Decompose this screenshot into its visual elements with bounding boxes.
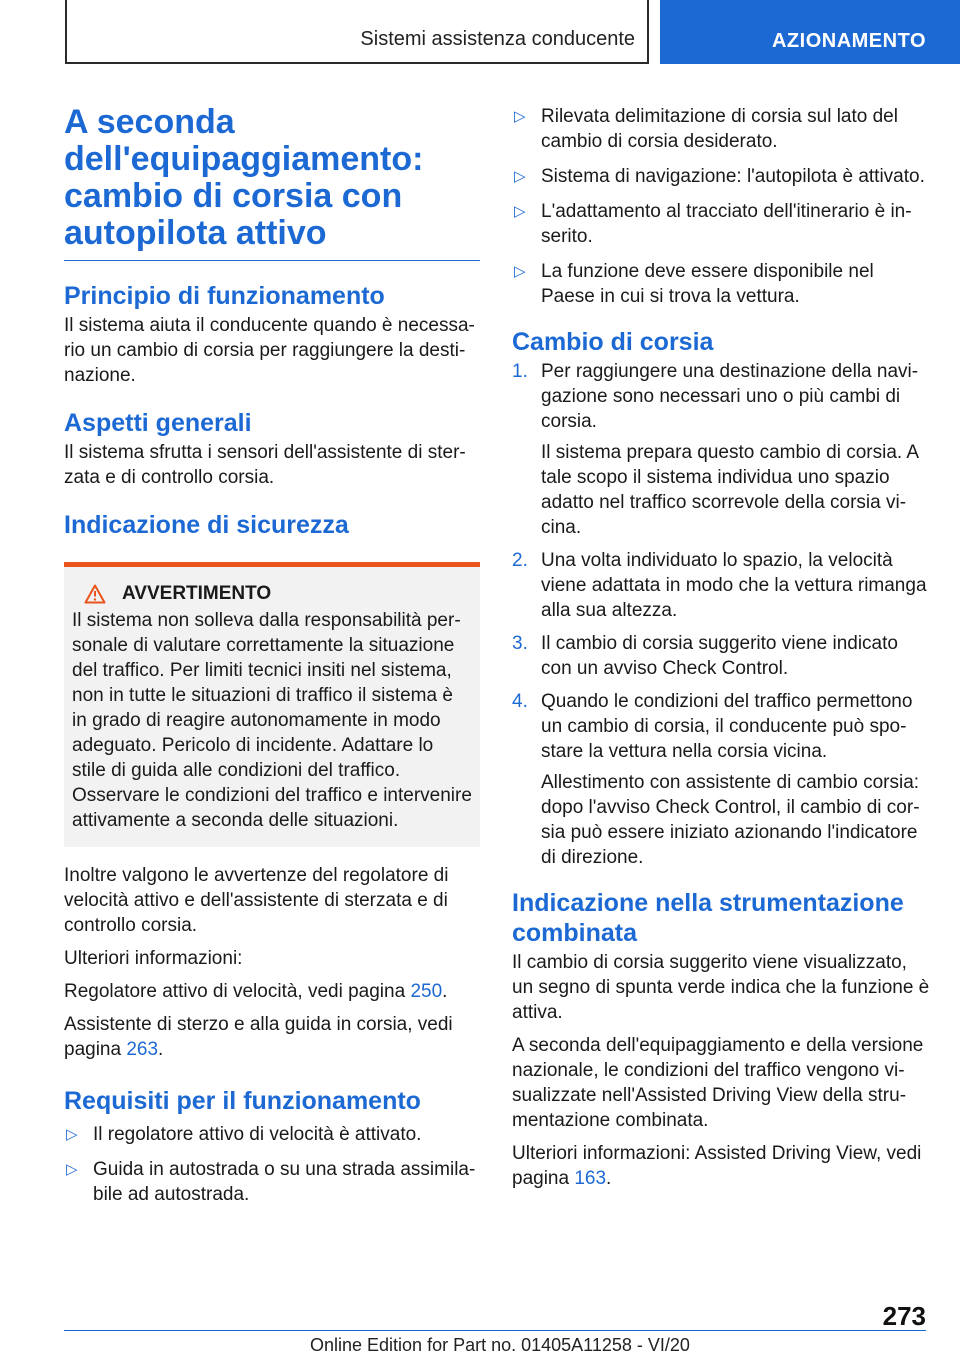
page-link-163[interactable]: 163 <box>574 1168 607 1189</box>
right-column <box>512 104 930 1199</box>
step-item: 2. Una volta individuato lo spazio, la velocità viene adattata in modo che la vettura rimanga alla sua altezza. <box>512 550 927 621</box>
principle-text: Il sistema aiuta il conducente quando è necessario un cambio di corsia per raggiungere la destinazione. <box>64 315 475 386</box>
header-chapter-title: AZIONAMENTO <box>771 30 926 52</box>
page-link-263[interactable]: 263 <box>126 1039 159 1060</box>
lane-change-heading: Cambio di corsia <box>512 328 714 356</box>
reference-cruise-control: Regolatore attivo di velocità, vedi pagina 250. <box>64 981 448 1002</box>
step-number: 2. <box>512 550 528 571</box>
footer-divider <box>64 1330 926 1331</box>
step-item: 1. Per raggiungere una destinazione della navigazione sono necessari uno o più cambi di corsia. Il sistema prepara questo cambio di corsia. A tale scopo il sistema individua uno spazio adatto nel traffico scorrevole della corsia vicina. <box>512 361 919 538</box>
list-item: ▷ Il regolatore attivo di velocità è attivato. <box>66 1124 422 1145</box>
header-section-box <box>65 0 649 64</box>
lane-change-steps <box>512 359 930 870</box>
warning-triangle-icon <box>84 584 106 604</box>
page-link-250[interactable]: 250 <box>410 981 443 1002</box>
general-text: Il sistema sfrutta i sensori dell'assistente di sterzata e di controllo corsia. <box>64 442 466 488</box>
page-number: 273 <box>882 1301 926 1331</box>
bullet-triangle-icon: ▷ <box>66 1161 78 1178</box>
header-chapter-box <box>660 0 960 64</box>
display-text-2: A seconda dell'equipaggiamento e della versione nazionale, le condizioni del traffico vengono visualizzate nell'Assisted Driving View della strumentazione combinata. <box>512 1035 924 1131</box>
page-title: A seconda dell'equipaggiamento: cambio di corsia con autopilota attivo <box>64 104 480 261</box>
list-item: ▷ La funzione deve essere disponibile nel Paese in cui si trova la vettura. <box>514 261 874 307</box>
list-item: ▷ L'adattamento al tracciato dell'itinerario è inserito. <box>514 201 912 247</box>
left-column <box>64 104 480 1217</box>
bullet-triangle-icon: ▷ <box>514 203 526 220</box>
list-item: ▷ Rilevata delimitazione di corsia sul lato del cambio di corsia desiderato. <box>514 106 898 152</box>
step-number: 3. <box>512 633 528 654</box>
step-number: 4. <box>512 691 528 712</box>
header-section-title: Sistemi assistenza conducente <box>360 28 635 50</box>
safety-heading: Indicazione di sicurezza <box>64 511 349 539</box>
step-item: 3. Il cambio di corsia suggerito viene indicato con un avviso Check Control. <box>512 633 898 679</box>
warning-header <box>72 581 472 606</box>
requirements-list-continued <box>512 104 930 309</box>
principle-heading: Principio di funzionamento <box>64 282 385 310</box>
display-text-1: Il cambio di corsia suggerito viene visualizzato, un segno di spunta verde indica che la funzione è attiva. <box>512 952 930 1023</box>
reference-assisted-driving-view: Ulteriori informazioni: Assisted Driving View, vedi pagina 163. <box>512 1143 922 1189</box>
requirements-heading: Requisiti per il funzionamento <box>64 1087 421 1115</box>
display-heading: Indicazione nella strumentazione combinata <box>512 889 904 947</box>
more-info-label: Ulteriori informazioni: <box>64 948 243 969</box>
step-item: 4. Quando le condizioni del traffico permettono un cambio di corsia, il conducente può spostare la vettura nella corsia vicina. Allestimento con assistente di cambio corsia: dopo l'avviso Check Control, il cambio di corsia può essere iniziato azionando l'indicatore di direzione. <box>512 691 920 868</box>
notes-text: Inoltre valgono le avvertenze del regolatore di velocità attivo e dell'assistente di sterzata e di controllo corsia. <box>64 865 449 936</box>
warning-text: Il sistema non solleva dalla responsabilità personale di valutare correttamente la situazione del traffico. Per limiti tecnici insiti nel sistema, non in tutte le situazioni di traffico il sistema è in grado di reagire autonomamente in modo adeguato. Pericolo di incidente. Adattare lo stile di guida alle condizioni del traffico. Osservare le condizioni del traffico e intervenire attivamente a seconda delle situazioni. <box>72 610 472 831</box>
bullet-triangle-icon: ▷ <box>66 1126 78 1143</box>
step-number: 1. <box>512 361 528 382</box>
requirements-list <box>64 1122 480 1207</box>
warning-box <box>64 562 480 847</box>
warning-title: AVVERTIMENTO <box>122 583 272 604</box>
list-item: ▷ Sistema di navigazione: l'autopilota è attivato. <box>514 166 925 187</box>
bullet-triangle-icon: ▷ <box>514 108 526 125</box>
bullet-triangle-icon: ▷ <box>514 168 526 185</box>
general-heading: Aspetti generali <box>64 409 252 437</box>
reference-steering-assistant: Assistente di sterzo e alla guida in corsia, vedi pagina 263. <box>64 1014 453 1060</box>
footer-edition: Online Edition for Part no. 01405A11258 - VI/20 <box>310 1335 690 1355</box>
list-item: ▷ Guida in autostrada o su una strada assimilabile ad autostrada. <box>66 1159 476 1205</box>
bullet-triangle-icon: ▷ <box>514 263 526 280</box>
